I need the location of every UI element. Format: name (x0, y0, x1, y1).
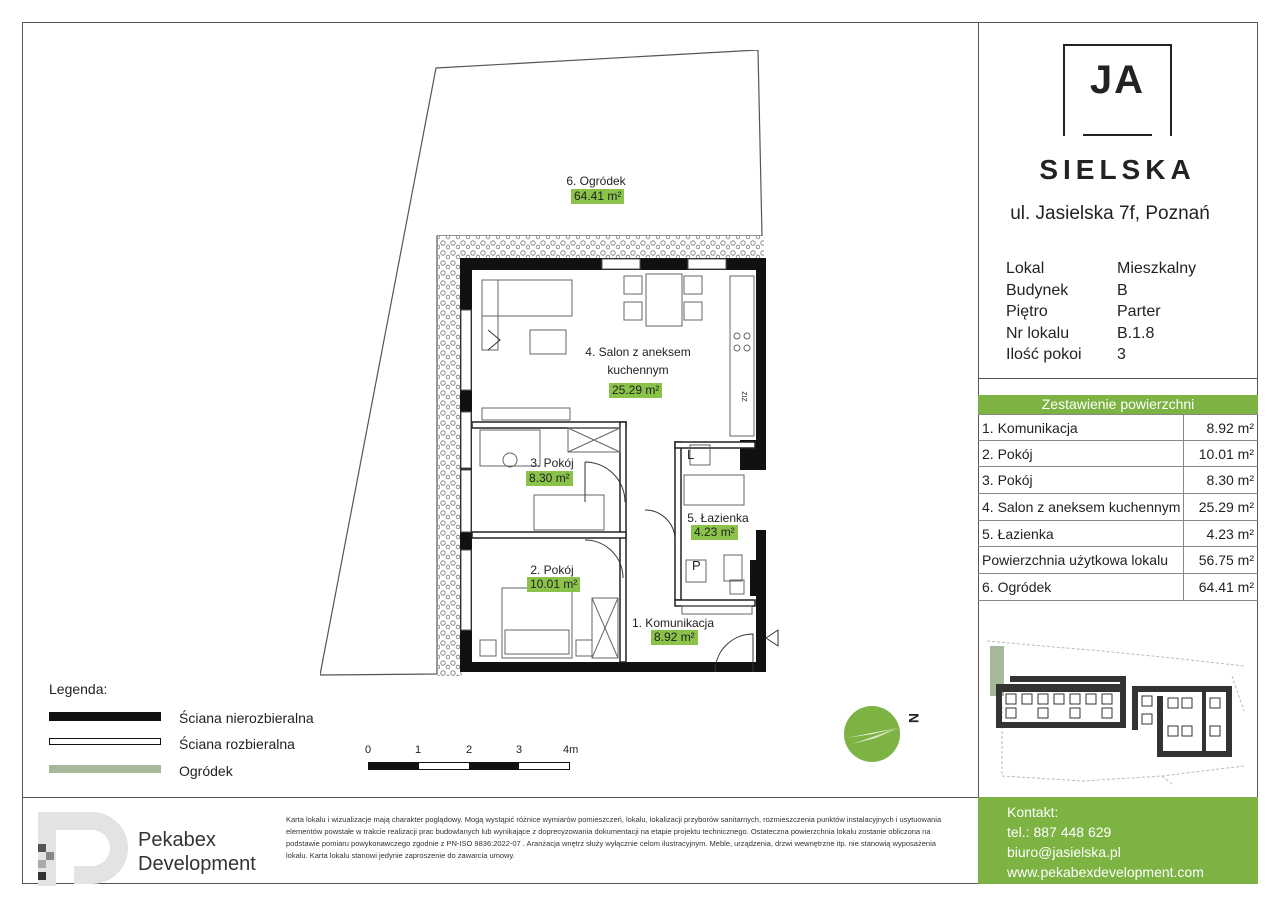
info-value: Parter (1117, 303, 1161, 320)
room-label-garden: 6. Ogródek (566, 174, 626, 188)
address: ul. Jasielska 7f, Poznań (1010, 203, 1210, 224)
room-label-salon: 4. Salon z aneksem (585, 345, 691, 359)
scale-tick: 4m (563, 744, 579, 756)
area-table (978, 395, 1258, 601)
room-area: 64.41 m² (1198, 579, 1254, 596)
legend-swatch-structural-wall (49, 712, 161, 721)
mark-l: L (687, 447, 695, 462)
gravel-strip (438, 236, 764, 258)
info-divider (978, 378, 1258, 379)
legend-swatch-partition-wall (49, 738, 161, 745)
room-area: 25.29 m² (1198, 499, 1254, 516)
legend-label: Ogródek (179, 763, 233, 779)
room-label-lazienka: 5. Łazienka (687, 511, 749, 525)
area-badge-garden: 64.41 m² (571, 189, 624, 204)
legend-swatch-garden (49, 765, 161, 773)
legend-label: Ściana nierozbieralna (179, 710, 314, 726)
room-label-komunikacja: 1. Komunikacja (631, 616, 715, 630)
table-row (978, 441, 1258, 468)
contact-title: Kontakt: (1007, 804, 1059, 820)
room-label-pokoj2: 2. Pokój (530, 563, 574, 577)
scale-tick: 0 (365, 744, 372, 756)
north-label: N (906, 712, 923, 724)
contact-box (978, 797, 1258, 884)
logo-name: SIELSKA (1039, 154, 1196, 185)
room-name: 2. Pokój (978, 441, 1184, 467)
developer-name (138, 828, 256, 876)
info-value: 3 (1117, 346, 1126, 363)
developer-line-1: Pekabex (138, 829, 216, 851)
info-row (1006, 280, 1196, 302)
table-row (978, 574, 1258, 601)
contact-phone[interactable]: tel.: 887 448 629 (1007, 824, 1112, 840)
room-name: 6. Ogródek (978, 574, 1184, 600)
room-name: 5. Łazienka (978, 521, 1184, 547)
area-badge-komunikacja: 8.92 m² (651, 630, 698, 645)
legend-title: Legenda: (49, 681, 108, 697)
table-row (978, 414, 1258, 441)
north-arrow-icon (842, 704, 902, 764)
mark-ziz: ZIZ (739, 391, 747, 402)
info-value: Mieszkalny (1117, 260, 1197, 277)
room-name: 4. Salon z aneksem kuchennym (978, 494, 1184, 520)
legend-label: Ściana rozbieralna (179, 736, 295, 752)
entrance-arrow (766, 630, 778, 646)
table-row (978, 521, 1258, 548)
footer-divider (22, 797, 978, 798)
info-row (1006, 301, 1196, 323)
scale-tick: 1 (415, 744, 422, 756)
room-name: 3. Pokój (978, 467, 1184, 493)
info-key: Piętro (1006, 303, 1048, 320)
info-row (1006, 258, 1196, 280)
pekabex-logo-icon (34, 810, 134, 886)
area-badge-lazienka: 4.23 m² (691, 525, 738, 540)
table-row (978, 467, 1258, 494)
total-area: 56.75 m² (1198, 552, 1254, 569)
info-key: Nr lokalu (1006, 324, 1070, 342)
site-key-plan (982, 636, 1254, 786)
info-key: Lokal (1006, 260, 1045, 277)
scale-tick: 3 (516, 744, 523, 756)
info-value: B (1117, 281, 1128, 299)
mark-p: P (692, 558, 701, 573)
gravel-strip (438, 236, 462, 676)
info-key: Budynek (1006, 281, 1069, 299)
room-area: 8.92 m² (1206, 420, 1254, 436)
logo-mark: JA (1089, 58, 1146, 102)
room-area: 10.01 m² (1198, 445, 1254, 462)
room-area: 8.30 m² (1206, 472, 1254, 489)
info-row (1006, 344, 1196, 366)
area-badge-pokoj3: 8.30 m² (526, 471, 573, 486)
area-badge-salon: 25.29 m² (609, 383, 662, 398)
scale-bar (368, 762, 570, 770)
area-table-title: Zestawienie powierzchni (978, 395, 1258, 414)
developer-line-2: Development (138, 853, 256, 875)
table-row (978, 494, 1258, 521)
total-name: Powierzchnia użytkowa lokalu (978, 547, 1184, 573)
area-badge-pokoj2: 10.01 m² (527, 577, 580, 592)
scale-tick: 2 (466, 744, 473, 756)
contact-website[interactable]: www.pekabexdevelopment.com (1007, 864, 1204, 880)
room-label-pokoj3: 3. Pokój (530, 456, 574, 470)
info-value: B.1.8 (1117, 324, 1155, 342)
contact-email[interactable]: biuro@jasielska.pl (1007, 844, 1121, 860)
disclaimer: Karta lokalu i wizualizacje mają charakter poglądowy. Mogą wystąpić różnice wymiarów pomieszczeń, lokalu, lokalizacji przyborów sanitarnych, rozmieszczenia punktów instalacyjnych i usytuowania elementów powstałe w trakcie realizacji prac budowlanych lub wynikające z doprecyzowania dokumentacji na etapie projektu technicznego. Ostateczna powierzchnia lokalu zostanie obliczona na podstawie pomiaru powykonawczego zgodnie z PN-ISO 9836:2022-07 . Aranżacja wnętrz służy wyłącznie celom ilustracyjnym. Meble, urządzenia, drzwi wewnętrzne itp. nie stanowią wyposażenia lokalu. Karta lokalu stanowi jedynie zaproszenie do zawarcia umowy. (286, 815, 942, 860)
room-name: 1. Komunikacja (978, 415, 1184, 440)
unit-info (1006, 258, 1196, 366)
table-row (978, 547, 1258, 574)
room-label-salon-2: kuchennym (607, 363, 669, 377)
info-key: Ilość pokoi (1006, 346, 1082, 363)
room-area: 4.23 m² (1206, 525, 1254, 542)
info-row (1006, 323, 1196, 345)
